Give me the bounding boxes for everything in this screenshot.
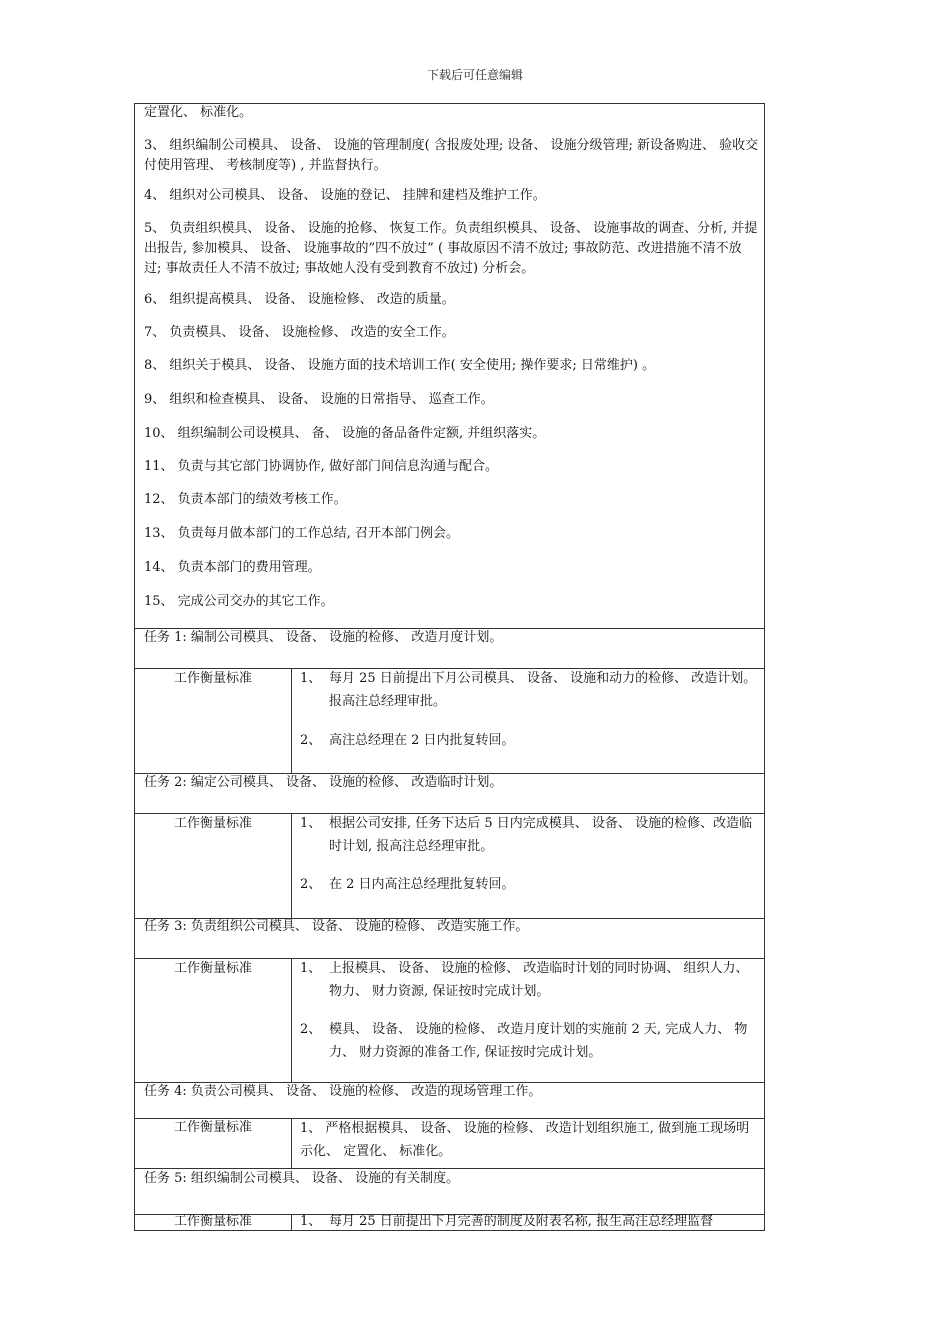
duty-item: 10、 组织编制公司设模具、 备、 设施的备品备件定额, 并组织落实。 (144, 426, 546, 441)
task-title: 任务 3: 负责组织公司模具、 设备、 设施的检修、 改造实施工作。 (144, 919, 529, 934)
column-divider (291, 668, 292, 773)
standard-number: 1、 (300, 1214, 322, 1229)
duty-item: 4、 组织对公司模具、 设备、 设施的登记、 挂牌和建档及维护工作。 (144, 188, 546, 203)
duty-item: 14、 负责本部门的费用管理。 (144, 560, 321, 575)
duty-item: 定置化、 标准化。 (144, 105, 253, 120)
standard-item (300, 873, 758, 896)
standard-text: 高注总经理在 2 日内批复转回。 (329, 733, 515, 748)
standard-number: 1、 (300, 671, 322, 686)
standard-item (300, 957, 758, 1003)
standard-label: 工作衡量标准 (173, 1120, 252, 1135)
table-divider (134, 1168, 765, 1169)
standard-item (300, 667, 758, 713)
standard-text: 上报模具、 设备、 设施的检修、 改造临时计划的同时协调、 组织人力、 物力、 财力资源, 保证按时完成计划。 (329, 961, 749, 999)
standard-label: 工作衡量标准 (173, 671, 252, 686)
column-divider (291, 813, 292, 918)
duty-item: 7、 负责模具、 设备、 设施检修、 改造的安全工作。 (144, 325, 455, 340)
duty-item: 11、 负责与其它部门协调协作, 做好部门间信息沟通与配合。 (144, 459, 498, 474)
standard-text: 在 2 日内高注总经理批复转回。 (329, 877, 515, 892)
standard-item (300, 1018, 758, 1064)
column-divider (291, 958, 292, 1082)
standard-number: 2、 (300, 1022, 322, 1037)
standard-number: 1、 (300, 961, 322, 976)
duty-item: 6、 组织提高模具、 设备、 设施检修、 改造的质量。 (144, 292, 455, 307)
standard-item (300, 812, 758, 858)
standard-number: 2、 (300, 877, 322, 892)
standard-number: 1、 (300, 816, 322, 831)
standard-text: 根据公司安排, 任务下达后 5 日内完成模具、 设备、 设施的检修、改造临时计划, 报高注总经理审批。 (329, 816, 753, 854)
duty-item: 13、 负责每月做本部门的工作总结, 召开本部门例会。 (144, 526, 459, 541)
task-title: 任务 5: 组织编制公司模具、 设备、 设施的有关制度。 (144, 1171, 460, 1186)
table-bottom-edge (134, 1230, 765, 1231)
header-note: 下载后可任意编辑 (426, 68, 523, 82)
standard-label: 工作衡量标准 (173, 1214, 252, 1229)
task-title: 任务 1: 编制公司模具、 设备、 设施的检修、 改造月度计划。 (144, 630, 503, 645)
standard-text: 每月 25 日前提出下月完善的制度及附表名称, 报生高注总经理监督 (329, 1214, 714, 1229)
duty-item: 12、 负责本部门的绩效考核工作。 (144, 492, 347, 507)
column-divider (291, 1118, 292, 1168)
duty-item: 8、 组织关于模具、 设备、 设施方面的技术培训工作( 安全使用; 操作要求; 日常维护) 。 (144, 358, 656, 373)
standard-item (300, 1117, 758, 1163)
standard-text: 模具、 设备、 设施的检修、 改造月度计划的实施前 2 天, 完成人力、 物力、 财力资源的准备工作, 保证按时完成计划。 (329, 1022, 748, 1060)
standard-item (300, 729, 758, 752)
standard-label: 工作衡量标准 (173, 961, 252, 976)
standard-text: 1、 严格根据模具、 设备、 设施的检修、 改造计划组织施工, 做到施工现场明示化、 定置化、 标准化。 (300, 1121, 750, 1159)
task-title: 任务 2: 编定公司模具、 设备、 设施的检修、 改造临时计划。 (144, 775, 503, 790)
standard-text: 每月 25 日前提出下月公司模具、 设备、 设施和动力的检修、 改造计划。报高注总经理审批。 (329, 671, 757, 709)
column-divider (291, 1214, 292, 1231)
duty-item: 3、 组织编制公司模具、 设备、 设施的管理制度( 含报废处理; 设备、 设施分级管理; 新设备购进、 验收交付使用管理、 考核制度等) , 并监督执行。 (144, 138, 759, 173)
task-title: 任务 4: 负责公司模具、 设备、 设施的检修、 改造的现场管理工作。 (144, 1084, 542, 1099)
duty-item: 5、 负责组织模具、 设备、 设施的抢修、 恢复工作。负责组织模具、 设备、 设施事故的调查、分析, 并提出报告, 参加模具、 设备、 设施事故的”四不放过” ( 事故原因不清不放过; 事故防范、改进措施不清不放过; 事故责任人不清不放过; 事故她人没有受到教育不放过) 分析会。 (144, 221, 758, 276)
standard-label: 工作衡量标准 (173, 816, 252, 831)
duty-item: 9、 组织和检查模具、 设备、 设施的日常指导、 巡查工作。 (144, 392, 494, 407)
duty-item: 15、 完成公司交办的其它工作。 (144, 594, 334, 609)
standard-number: 2、 (300, 733, 322, 748)
